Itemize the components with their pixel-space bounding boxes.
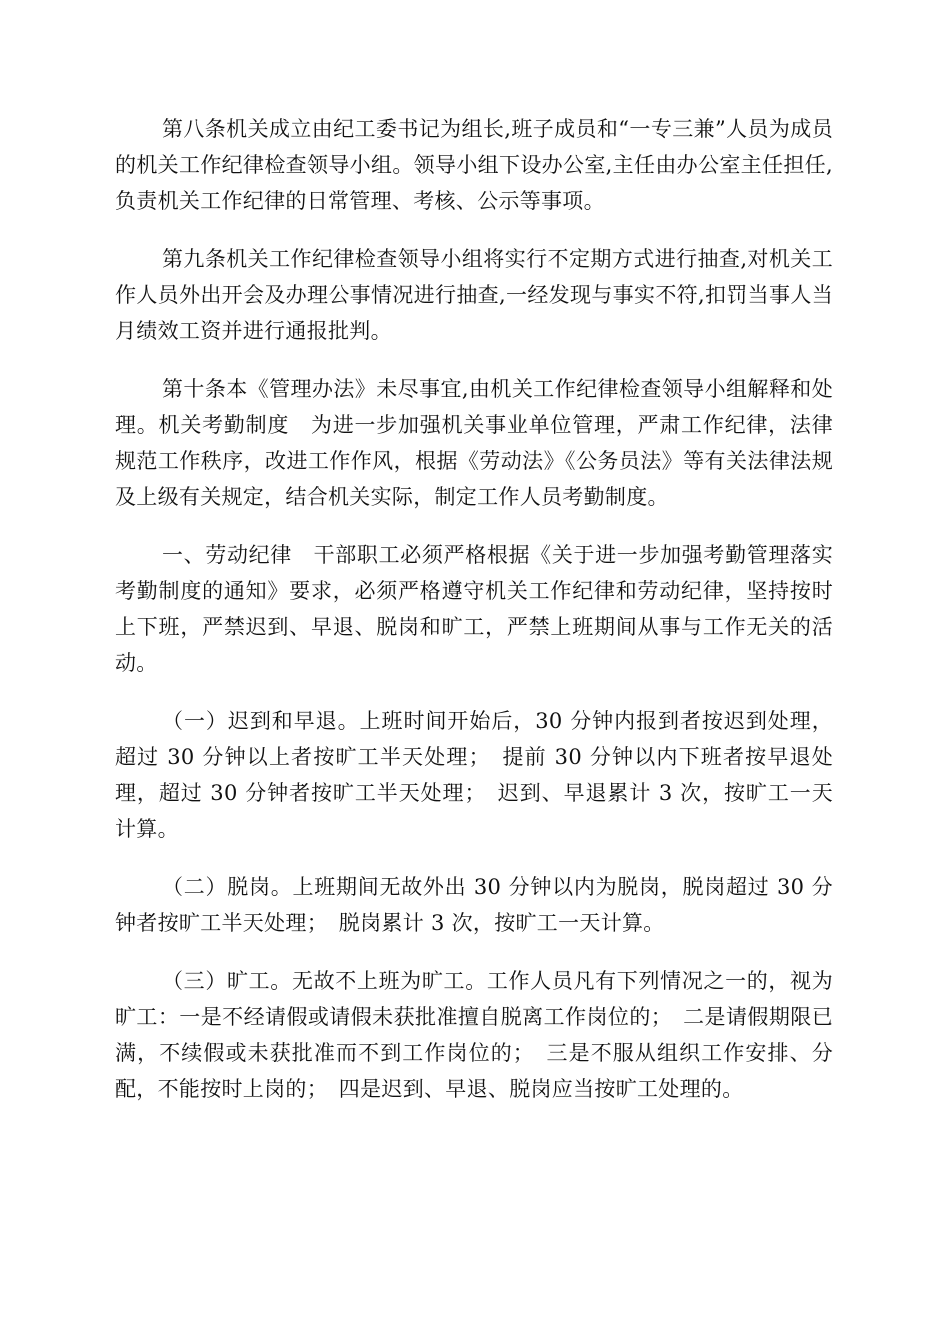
labor-discipline-paragraph: 一、劳动纪律 干部职工必须严格根据《关于进一步加强考勤管理落实考勤制度的通知》要求，必须严格遵守机关工作纪律和劳动纪律，坚持按时上下班，严禁迟到、早退、脱岗和旷工，严禁上班期间从事与工作无关的活动。: [115, 543, 833, 675]
absenteeism-paragraph: （三）旷工。无故不上班为旷工。工作人员凡有下列情况之一的，视为旷工：一是不经请假或请假未获批准擅自脱离工作岗位的； 二是请假期限已满，不续假或未获批准而不到工作岗位的； 三是不服从组织工作安排、分配，不能按时上岗的； 四是迟到、早退、脱岗应当按旷工处理的。: [115, 969, 833, 1101]
article-10-paragraph: 第十条本《管理办法》未尽事宜,由机关工作纪律检查领导小组解释和处理。机关考勤制度 为进一步加强机关事业单位管理，严肃工作纪律，法律规范工作秩序，改进工作作风，根据《劳动法》《公务员法》等有关法律法规及上级有关规定，结合机关实际，制定工作人员考勤制度。: [115, 377, 833, 509]
article-9-paragraph: 第九条机关工作纪律检查领导小组将实行不定期方式进行抽查,对机关工作人员外出开会及办理公事情况进行抽查,一经发现与事实不符,扣罚当事人当月绩效工资并进行通报批判。: [115, 247, 833, 343]
article-8-paragraph: 第八条机关成立由纪工委书记为组长,班子成员和“一专三兼”人员为成员的机关工作纪律检查领导小组。领导小组下设办公室,主任由办公室主任担任,负责机关工作纪律的日常管理、考核、公示等事项。: [115, 117, 833, 213]
document-body: [115, 111, 833, 1129]
late-early-leave-paragraph: （一）迟到和早退。上班时间开始后，30 分钟内报到者按迟到处理，超过 30 分钟以上者按旷工半天处理； 提前 30 分钟以内下班者按早退处理，超过 30 分钟者按旷工半天处理； 迟到、早退累计 3 次，按旷工一天计算。: [115, 709, 833, 841]
absence-from-post-paragraph: （二）脱岗。上班期间无故外出 30 分钟以内为脱岗，脱岗超过 30 分钟者按旷工半天处理； 脱岗累计 3 次，按旷工一天计算。: [115, 875, 833, 935]
